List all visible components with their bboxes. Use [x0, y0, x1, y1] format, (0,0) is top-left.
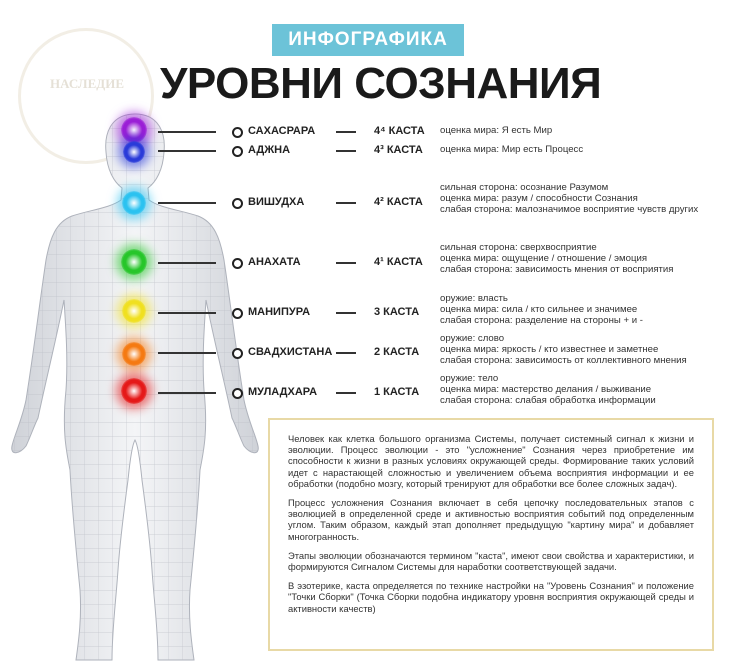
chakra-description-line: оружие: власть [440, 293, 508, 304]
chakra-leader-line [158, 202, 216, 204]
info-paragraph-2: Процесс усложнения Сознания включает в себя цепочку последовательных этапов с эволюцией в определенной среде и активностью восприятия событий под определенным углом. Таким образом, каждый этап дополняет предыдущую "картину мира" и добавляет многогранность. [288, 497, 694, 542]
chakra-name: АНАХАТА [248, 256, 301, 268]
info-box [268, 418, 714, 651]
chakra-name: СВАДХИСТАНА [248, 346, 333, 358]
chakra-description-line: оружие: тело [440, 373, 499, 384]
chakra-dash [336, 131, 356, 133]
chakra-marker-icon [232, 348, 243, 359]
chakra-leader-line [158, 392, 216, 394]
watermark-text: НАСЛЕДИЕ [50, 76, 125, 91]
chakra-description-line: оценка мира: Я есть Мир [440, 125, 553, 136]
chakra-leader-line [158, 262, 216, 264]
chakra-description-line: оценка мира: разум / способности Сознания [440, 193, 638, 204]
chakra-name: АДЖНА [248, 144, 291, 156]
chakra-description-line: слабая сторона: зависимость от коллективного мнения [440, 355, 687, 366]
chakra-dash [336, 150, 356, 152]
chakra-dash [336, 312, 356, 314]
chakra-marker-icon [232, 388, 243, 399]
chakra-glow-3 [122, 191, 146, 215]
chakra-description-line: оценка мира: Мир есть Процесс [440, 144, 584, 155]
chakra-glow-1 [121, 117, 147, 143]
chakra-description-line: слабая сторона: разделение на стороны + и - [440, 315, 643, 326]
chakra-glow-4 [121, 249, 147, 275]
info-paragraph-3: Этапы эволюции обозначаются термином "каста", имеют свои свойства и характеристики, и формируются Сигналом Системы для наработки соответствующей задачи. [288, 549, 694, 573]
chakra-dash [336, 352, 356, 354]
chakra-description-line: оценка мира: мастерство делания / выживание [440, 384, 652, 395]
chakra-marker-icon [232, 258, 243, 269]
chakra-leader-line [158, 131, 216, 133]
info-paragraph-1: Человек как клетка большого организма Системы, получает системный сигнал к жизни и эволюции. Процесс эволюции - это "усложнение" Сознания через приобретение им способности к жизни в разных условиях окружающей среды. Формирование таких условий идет с нарастающей сложностью и увеличением объема восприятия информации и ее обработки (подобно мозгу, который тренируют для обработки все более сложных задач). [288, 433, 694, 489]
chakra-kasta: 4³ КАСТА [374, 144, 423, 156]
chakra-description-line: оценка мира: сила / кто сильнее и значимее [440, 304, 638, 315]
chakra-marker-icon [232, 198, 243, 209]
info-paragraph-4: В эзотерике, каста определяется по технике настройки на "Уровень Сознания" и положение "Точки Сборки" (Точка Сборки подобна индикатору уровня восприятия окружающей среды и активности качеств) [288, 580, 694, 614]
chakra-name: МУЛАДХАРА [248, 386, 318, 398]
chakra-dash [336, 202, 356, 204]
chakra-description-line: оценка мира: яркость / кто известнее и заметнее [440, 344, 659, 355]
chakra-description-line: слабая сторона: слабая обработка информации [440, 395, 656, 406]
chakra-marker-icon [232, 146, 243, 157]
chakra-glow-5 [122, 299, 146, 323]
chakra-glow-7 [121, 378, 147, 404]
chakra-marker-icon [232, 308, 243, 319]
page-title: УРОВНИ СОЗНАНИЯ [160, 59, 602, 108]
chakra-description-line: слабая сторона: зависимость мнения от восприятия [440, 264, 674, 275]
chakra-glow-2 [123, 141, 145, 163]
chakra-kasta: 4⁴ КАСТА [374, 125, 425, 137]
chakra-leader-line [158, 150, 216, 152]
chakra-description-line: оценка мира: ощущение / отношение / эмоция [440, 253, 648, 264]
chakra-glow-6 [122, 342, 146, 366]
chakra-leader-line [158, 352, 216, 354]
chakra-description-line: слабая сторона: малозначимое восприятие чувств других [440, 204, 699, 215]
infographic-badge: ИНФОГРАФИКА [272, 24, 464, 56]
chakra-kasta: 4¹ КАСТА [374, 256, 423, 268]
chakra-kasta: 1 КАСТА [374, 386, 420, 398]
chakra-name: САХАСРАРА [248, 125, 316, 137]
chakra-leader-line [158, 312, 216, 314]
chakra-kasta: 4² КАСТА [374, 196, 423, 208]
chakra-kasta: 3 КАСТА [374, 306, 420, 318]
chakra-marker-icon [232, 127, 243, 138]
chakra-description-line: сильная сторона: сверхвосприятие [440, 242, 597, 253]
chakra-name: ВИШУДХА [248, 196, 305, 208]
chakra-dash [336, 392, 356, 394]
chakra-name: МАНИПУРА [248, 306, 311, 318]
chakra-dash [336, 262, 356, 264]
chakra-description-line: сильная сторона: осознание Разумом [440, 182, 609, 193]
chakra-description-line: оружие: слово [440, 333, 505, 344]
chakra-kasta: 2 КАСТА [374, 346, 420, 358]
